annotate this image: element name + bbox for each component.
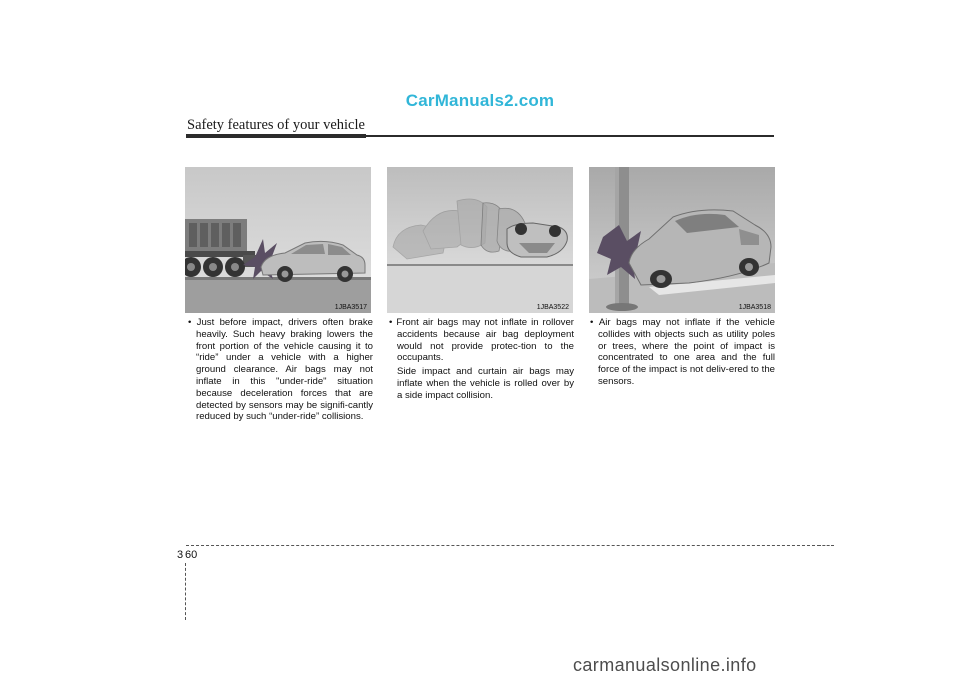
figure-code: 1JBA3518 xyxy=(738,304,771,311)
page-number: 60 xyxy=(185,549,198,561)
bullet-text: Front air bags may not inflate in rollover accidents because air bag deployment would not provide protec-tion to the occupants. xyxy=(396,317,575,364)
watermark-bottom: carmanualsonline.info xyxy=(573,655,757,675)
under-ride-illustration xyxy=(185,167,371,313)
footer-vertical-dash xyxy=(185,563,186,620)
chapter-number: 3 xyxy=(177,549,184,561)
footer-dashed-rule xyxy=(186,545,820,546)
figure-code: 1JBA3522 xyxy=(536,304,569,311)
figure-code: 1JBA3517 xyxy=(334,304,367,311)
bullet-paragraph: • Just before impact, drivers often brake heavily. Such heavy braking lowers the front portion of the vehicle causing it to “ride” under a vehicle with a higher ground clearance. Air bags may not inflate in this "under-ride" situation because deceleration forces that are detected by sensors may be signifi-cantly reduced by such “under-ride” collisions. xyxy=(188,317,374,423)
column-rollover xyxy=(388,317,574,402)
footer-dashed-rule-end xyxy=(818,545,834,546)
rollover-illustration xyxy=(387,167,573,313)
header-rule-thin xyxy=(366,135,774,137)
bullet-paragraph: • Front air bags may not inflate in rollover accidents because air bag deployment would not provide protec-tion to the occupants. xyxy=(389,317,575,364)
section-title: Safety features of your vehicle xyxy=(187,117,365,133)
figure-under-ride xyxy=(185,167,371,313)
extra-paragraph: Side impact and curtain air bags may inflate when the vehicle is rolled over by a side impact collision. xyxy=(397,366,574,401)
figure-pole-impact xyxy=(589,167,775,313)
pole-impact-illustration xyxy=(589,167,775,313)
header-rule-thick xyxy=(186,134,366,138)
watermark-top: CarManuals2.com xyxy=(405,91,555,110)
figure-rollover xyxy=(387,167,573,313)
bullet-text: Air bags may not inflate if the vehicle collides with objects such as utility poles or trees, where the point of impact is concentrated to one area and the full force of the impact is not deliv-ered to the sensors. xyxy=(598,317,775,387)
bullet-text: Just before impact, drivers often brake heavily. Such heavy braking lowers the front portion of the vehicle causing it to “ride” under a vehicle with a higher ground clearance. Air bags may not inflate in this "under-ride" situation because deceleration forces that are detected by sensors may be signifi-cantly reduced by such “under-ride” collisions. xyxy=(196,317,374,423)
bullet-paragraph: • Air bags may not inflate if the vehicle collides with objects such as utility poles or trees, where the point of impact is concentrated to one area and the full force of the impact is not deliv-ered to the sensors. xyxy=(590,317,775,387)
column-pole-impact xyxy=(589,317,775,388)
column-under-ride xyxy=(187,317,373,423)
